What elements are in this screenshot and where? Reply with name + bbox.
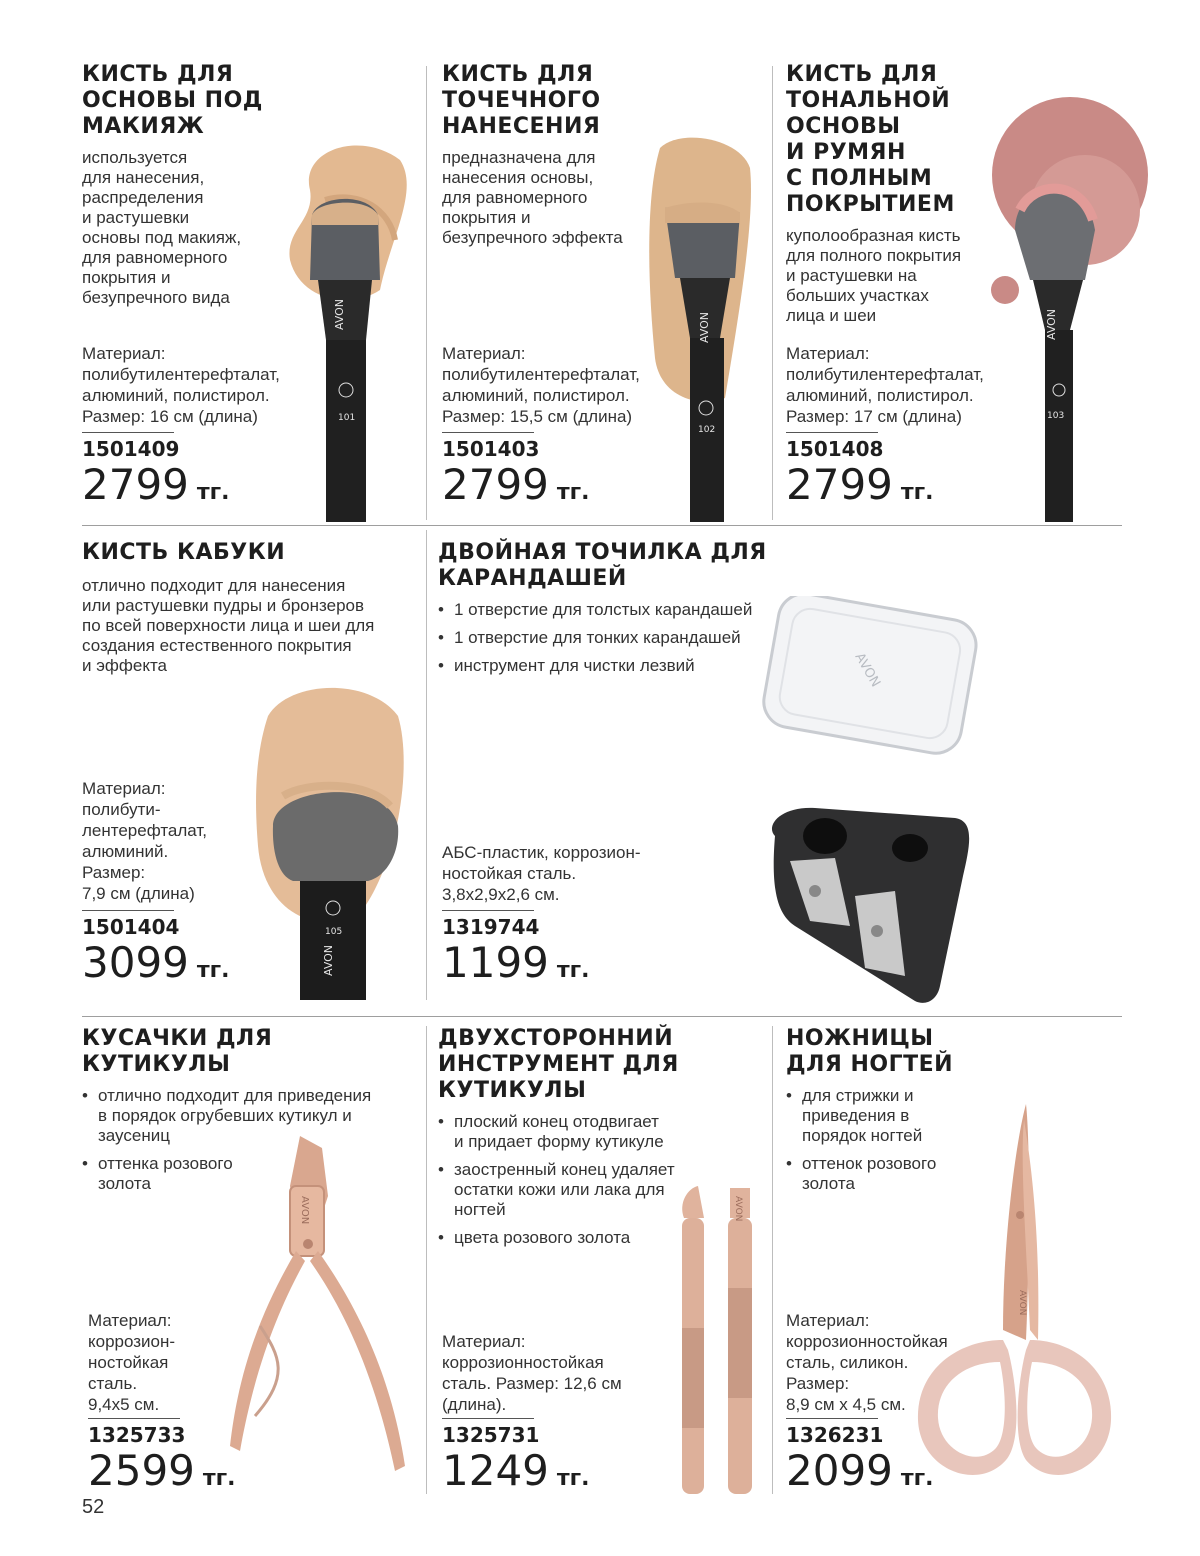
bullet-item: • оттенок розового золота — [786, 1154, 1006, 1194]
product-material: АБС-пластик, коррозион- ностойкая сталь. 3,8x2,9x2,6 см. — [442, 843, 641, 904]
price-currency: тг. — [556, 958, 590, 983]
tool-brand-text: AVON — [733, 1196, 743, 1222]
column-divider — [426, 66, 427, 520]
product-card — [438, 540, 958, 684]
product-material: Материал: полибутилентерефталат, алюминий, полистирол. Размер: 16 см (длина) — [82, 344, 280, 426]
bullet-item: • плоский конец отодвигает и придает форму кутикуле — [438, 1112, 758, 1152]
price-block — [442, 1418, 590, 1503]
product-bullets — [438, 600, 958, 676]
price-block — [442, 910, 590, 995]
bullet-item: • заостренный конец удаляет остатки кожи или лака для ногтей — [438, 1160, 758, 1220]
product-card — [82, 1026, 422, 1202]
bullet-item: • оттенка розового золота — [82, 1154, 422, 1194]
brush-brand-text: AVON — [698, 311, 711, 343]
row-divider — [82, 1016, 1122, 1017]
price-currency: тг. — [900, 480, 934, 505]
row-divider — [82, 525, 1122, 526]
price-rule — [442, 1418, 534, 1419]
product-card — [786, 1026, 1006, 1202]
product-card — [82, 540, 422, 676]
product-code: 1501403 — [442, 437, 540, 461]
product-description: используется для нанесения, распределения и растушевки основы под макияж, для равномерного покрытия и безупречного вида — [82, 148, 242, 307]
product-title: КИСТЬ ДЛЯ ТОЧЕЧНОГО НАНЕСЕНИЯ — [442, 62, 601, 139]
product-material: Материал: коррозион- ностойкая сталь. 9,4x5 см. — [88, 1311, 176, 1414]
price-block — [442, 432, 590, 517]
column-divider — [426, 1026, 427, 1494]
product-code: 1501408 — [786, 437, 884, 461]
product-title: КИСТЬ КАБУКИ — [82, 540, 286, 565]
price-block — [786, 432, 934, 517]
product-material: Материал: полибутилентерефталат, алюминий, полистирол. Размер: 15,5 см (длина) — [442, 344, 640, 426]
product-title: КУСАЧКИ ДЛЯ КУТИКУЛЫ — [82, 1026, 273, 1077]
product-material: Материал: полибутилентерефталат, алюминий, полистирол. Размер: 17 см (длина) — [786, 344, 984, 426]
price-rule — [82, 432, 174, 433]
kabuki-brush-image — [248, 676, 420, 1000]
price-block — [82, 910, 230, 995]
brush-number: 103 — [1047, 411, 1065, 421]
price-value: 2099 — [786, 1446, 893, 1495]
brush-number: 101 — [338, 413, 356, 423]
product-code: 1501404 — [82, 915, 180, 939]
tool-brand-text: AVON — [1017, 1290, 1027, 1316]
product-price — [82, 939, 230, 995]
product-price — [442, 939, 590, 995]
price-value: 1199 — [442, 938, 549, 987]
price-currency: тг. — [556, 1466, 590, 1491]
lid-brand-text: AVON — [851, 650, 883, 690]
price-value: 2799 — [82, 460, 189, 509]
product-description: отлично подходит для нанесения или растушевки пудры и бронзеров по всей поверхности лица и шеи для создания естественного покрытия и эффекта — [82, 576, 375, 675]
product-title: ДВОЙНАЯ ТОЧИЛКА ДЛЯ КАРАНДАШЕЙ — [438, 540, 767, 591]
column-divider — [772, 66, 773, 520]
product-description: куполообразная кисть для полного покрытия и растушевки на больших участках лица и шеи — [786, 226, 962, 325]
product-material: Материал: коррозионностойкая сталь, силикон. Размер: 8,9 см х 4,5 см. — [786, 1311, 948, 1414]
product-bullets — [82, 1086, 422, 1194]
brush-brand-text: AVON — [322, 944, 335, 976]
product-code: 1326231 — [786, 1423, 884, 1447]
product-card — [82, 62, 402, 308]
price-block — [88, 1418, 236, 1503]
price-block — [82, 432, 230, 517]
column-divider — [426, 530, 427, 1000]
product-code: 1501409 — [82, 437, 180, 461]
product-title: НОЖНИЦЫ ДЛЯ НОГТЕЙ — [786, 1026, 954, 1077]
tool-brand-text: AVON — [299, 1196, 310, 1225]
price-rule — [786, 1418, 878, 1419]
price-currency: тг. — [196, 480, 230, 505]
product-title: КИСТЬ ДЛЯ ТОНАЛЬНОЙ ОСНОВЫ И РУМЯН С ПОЛНЫМ ПОКРЫТИЕМ — [786, 62, 955, 217]
product-card — [438, 1026, 758, 1256]
product-material: Материал: коррозионностойкая сталь. Размер: 12,6 см (длина). — [442, 1332, 622, 1414]
brush-brand-text: AVON — [1045, 308, 1058, 340]
price-value: 3099 — [82, 938, 189, 987]
price-rule — [82, 910, 174, 911]
product-price — [786, 461, 934, 517]
product-code: 1325731 — [442, 1423, 540, 1447]
product-price — [88, 1447, 236, 1503]
product-code: 1319744 — [442, 915, 540, 939]
price-value: 1249 — [442, 1446, 549, 1495]
bullet-item: • отлично подходит для приведения в порядок огрубевших кутикул и заусениц — [82, 1086, 422, 1146]
product-title: ДВУХСТОРОННИЙ ИНСТРУМЕНТ ДЛЯ КУТИКУЛЫ — [438, 1026, 679, 1103]
bullet-item: • цвета розового золота — [438, 1228, 758, 1248]
price-value: 2799 — [786, 460, 893, 509]
price-rule — [442, 910, 534, 911]
brush-number: 105 — [325, 927, 343, 937]
bullet-item: • 1 отверстие для толстых карандашей — [438, 600, 958, 620]
product-price — [442, 461, 590, 517]
bullet-item: • инструмент для чистки лезвий — [438, 656, 958, 676]
product-card — [442, 62, 762, 248]
price-currency: тг. — [900, 1466, 934, 1491]
product-code: 1325733 — [88, 1423, 186, 1447]
price-block — [786, 1418, 934, 1503]
product-title: КИСТЬ ДЛЯ ОСНОВЫ ПОД МАКИЯЖ — [82, 62, 263, 139]
page-number: 52 — [82, 1496, 105, 1518]
price-rule — [442, 432, 534, 433]
price-value: 2599 — [88, 1446, 195, 1495]
product-description: предназначена для нанесения основы, для равномерного покрытия и безупречного эффекта — [442, 148, 623, 247]
product-bullets — [786, 1086, 1006, 1194]
column-divider — [772, 1026, 773, 1494]
bullet-item: • 1 отверстие для тонких карандашей — [438, 628, 958, 648]
product-price — [442, 1447, 590, 1503]
product-price — [82, 461, 230, 517]
price-rule — [88, 1418, 180, 1419]
product-card — [786, 62, 1016, 326]
price-rule — [786, 432, 878, 433]
price-currency: тг. — [556, 480, 590, 505]
product-material: Материал: полибути- лентерефталат, алюминий. Размер: 7,9 см (длина) — [82, 779, 208, 903]
price-currency: тг. — [202, 1466, 236, 1491]
product-bullets — [438, 1112, 758, 1248]
brush-number: 102 — [698, 425, 716, 435]
bullet-item: • для стрижки и приведения в порядок ногтей — [786, 1086, 1006, 1146]
price-value: 2799 — [442, 460, 549, 509]
price-currency: тг. — [196, 958, 230, 983]
product-price — [786, 1447, 934, 1503]
brush-brand-text: AVON — [333, 298, 346, 330]
